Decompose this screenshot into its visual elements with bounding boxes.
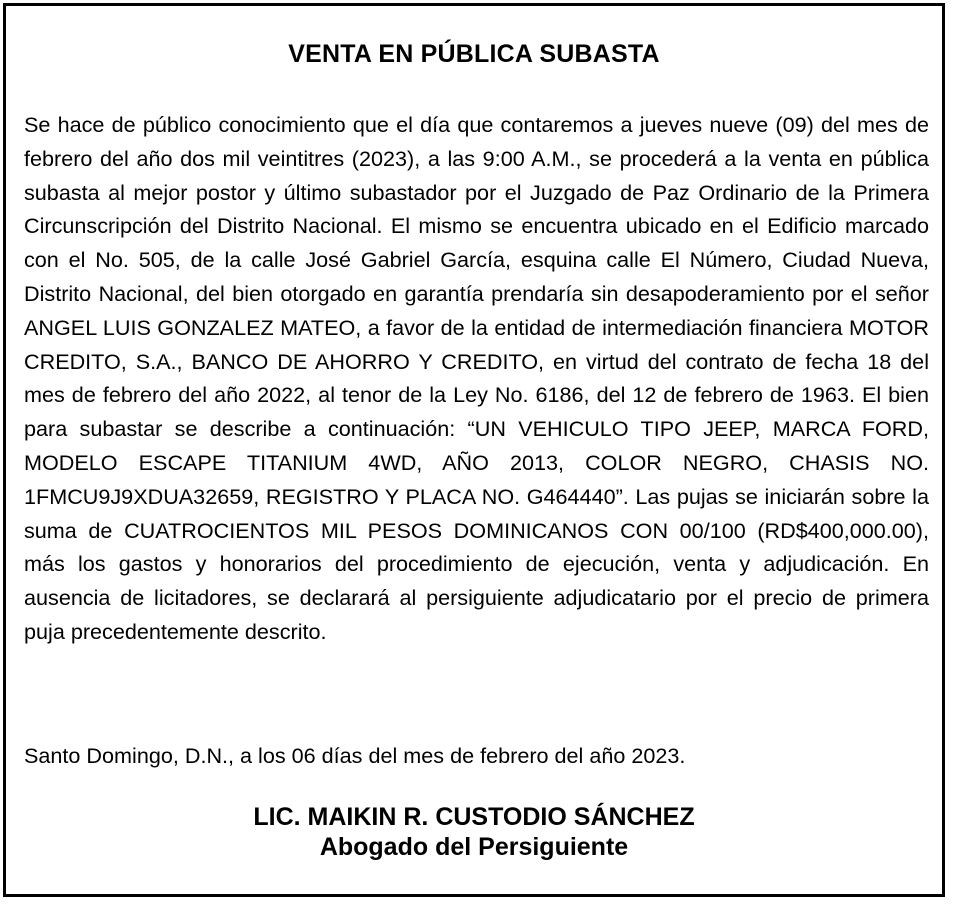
auction-notice	[3, 3, 945, 897]
signature-block	[6, 802, 942, 862]
signatory-name: LIC. MAIKIN R. CUSTODIO SÁNCHEZ	[253, 803, 695, 831]
notice-body: Se hace de público conocimiento que el día que contaremos a jueves nueve (09) del mes de febrero del año dos mil veintitres (2023), a las 9:00 A.M., se procederá a la venta en pública subasta al mejor postor y último subastador por el Juzgado de Paz Ordinario de la Primera Circunscripción del Distrito Nacional. El mismo se encuentra ubicado en el Edificio marcado con el No. 505, de la calle José Gabriel García, esquina calle El Número, Ciudad Nueva, Distrito Nacional, del bien otorgado en garantía prendaría sin desapoderamiento por el señor ANGEL LUIS GONZALEZ MATEO, a favor de la entidad de intermediación financiera MOTOR CREDITO, S.A., BANCO DE AHORRO Y CREDITO, en virtud del contrato de fecha 18 del mes de febrero del año 2022, al tenor de la Ley No. 6186, del 12 de febrero de 1963. El bien para subastar se describe a continuación: “UN VEHICULO TIPO JEEP, MARCA FORD, MODELO ESCAPE TITANIUM 4WD, AÑO 2013, COLOR NEGRO, CHASIS NO. 1FMCU9J9XDUA32659, REGISTRO Y PLACA NO. G464440”. Las pujas se iniciarán sobre la suma de CUATROCIENTOS MIL PESOS DOMINICANOS CON 00/100 (RD$400,000.00), más los gastos y honorarios del procedimiento de ejecución, venta y adjudicación. En ausencia de licitadores, se declarará al persiguiente adjudicatario por el precio de primera puja precedentemente descrito.	[24, 112, 929, 644]
notice-title: VENTA EN PÚBLICA SUBASTA	[288, 40, 660, 68]
place-date: Santo Domingo, D.N., a los 06 días del mes de febrero del año 2023.	[24, 743, 686, 768]
signatory-role: Abogado del Persiguiente	[319, 833, 629, 861]
